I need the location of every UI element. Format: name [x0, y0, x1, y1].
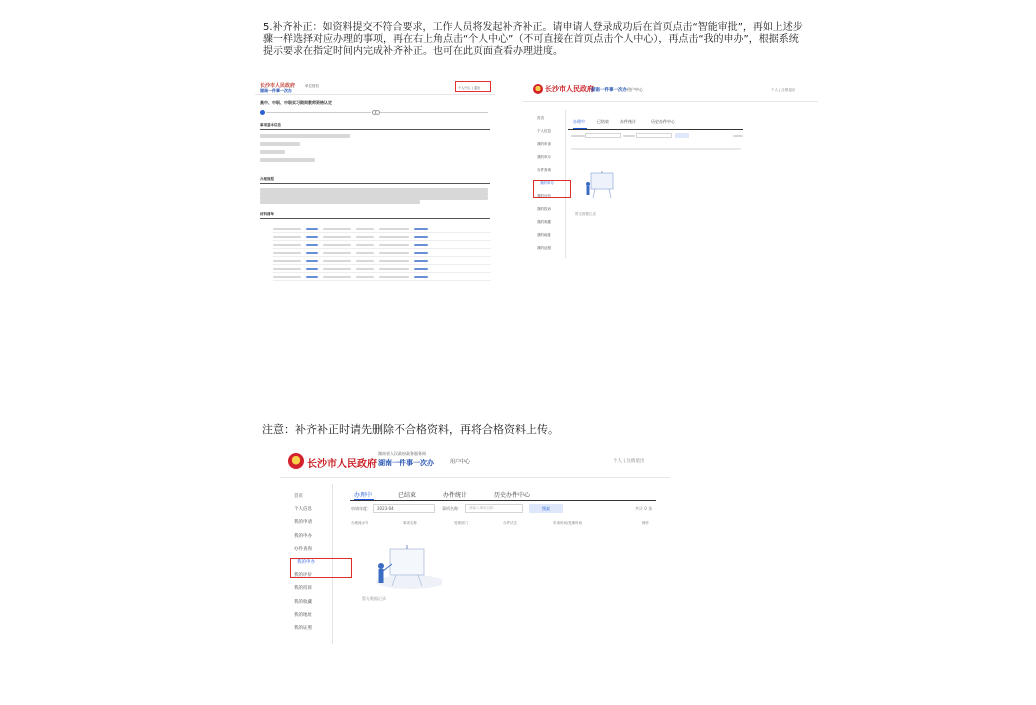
divider: [260, 183, 490, 184]
filter-label-stub: [571, 135, 585, 137]
column-header: 办件状态: [503, 521, 517, 525]
sidebar-item[interactable]: 办件查询: [294, 546, 312, 552]
brand-subtitle-top: 湖南省人民政府政务服务网: [378, 451, 426, 456]
progress-steps: [260, 110, 490, 120]
brand-name: 长沙市人民政府: [545, 84, 594, 93]
emblem-icon: [533, 84, 543, 94]
desc-line: [260, 200, 420, 204]
presentation-empty-icon: [370, 544, 442, 589]
user-center-label: 用户中心: [627, 87, 643, 92]
table-row: [273, 225, 491, 233]
sidebar-item[interactable]: 我的申办: [297, 560, 315, 565]
sidebar-item[interactable]: 我的证照: [537, 246, 551, 250]
table-row: [273, 249, 491, 257]
tab-1[interactable]: 已结束: [398, 492, 417, 499]
column-header: 办理流水号: [351, 521, 369, 525]
column-header: 事项名称: [403, 521, 417, 525]
table-row: [273, 273, 491, 281]
sidebar-item[interactable]: 我的申请: [294, 520, 312, 526]
detail-logo-text: 长沙市人民政府: [260, 83, 296, 89]
personal-center-highlight[interactable]: 个人中心 | 退出: [455, 81, 491, 92]
sidebar-item[interactable]: 我的投诉: [294, 586, 312, 592]
brand-subtitle: 湖南一件事一次办: [591, 88, 627, 93]
tab-3[interactable]: 历史办件中心: [651, 119, 675, 124]
detail-logo-subtext: 湖南一件事一次办: [260, 88, 292, 93]
sidebar-item[interactable]: 我的申请: [537, 142, 551, 146]
step-bar: [266, 112, 371, 113]
emblem-icon: [288, 453, 304, 469]
total-count: 共计 0 条: [635, 506, 653, 511]
my-application-highlight: [290, 558, 352, 578]
empty-state-text: 暂无数据记录: [362, 596, 386, 601]
section-heading-materials: 材料清单: [260, 212, 274, 216]
search-button[interactable]: 搜索: [529, 504, 563, 513]
sidebar-item[interactable]: 个人信息: [537, 129, 551, 133]
info-line: [260, 150, 285, 154]
brand-name: 长沙市人民政府: [307, 459, 377, 470]
table-row: [273, 257, 491, 265]
user-center-screenshot-large: [280, 444, 670, 649]
my-application-highlight: [533, 180, 571, 198]
info-line: [260, 158, 315, 162]
section-heading-basic: 事项基本信息: [260, 123, 281, 127]
section-heading-flow: 办理流程: [260, 177, 274, 181]
brand-subtitle: 湖南一件事一次办: [378, 459, 434, 467]
step-dot-1: [260, 110, 265, 115]
detail-title: 高中、中职、中职实习期间教师资格认定: [260, 100, 332, 105]
note-text: 注意：补齐补正时请先删除不合格资料，再将合格资料上传。: [262, 423, 559, 436]
sidebar-item[interactable]: 我的投诉: [537, 207, 551, 211]
tab-3[interactable]: 历史办件中心: [494, 492, 531, 499]
step5-paragraph: 5.补齐补正：如资料提交不符合要求，工作人员将发起补齐补正。请申请人登录成功后在首页点击“智能审批”，再如上述步骤一样选择对应办理的事项，再在右上角点击“个人中心”（不可直接在首页点击个人中心），再点击“我的申办”，根据系统提示要求在指定时间内完成补齐补正。也可在此页面查看办理进度。: [263, 22, 803, 57]
user-center-screenshot-small: [523, 78, 818, 258]
header-user-links[interactable]: 个人 | 注销退出: [613, 459, 645, 464]
sidebar-item[interactable]: 我的证照: [294, 626, 312, 631]
search-button[interactable]: [675, 133, 689, 138]
name-filter-label: 事项名称：: [442, 506, 462, 511]
column-header: 操作: [642, 521, 649, 525]
info-line: [260, 134, 350, 138]
name-field[interactable]: [636, 133, 672, 138]
tab-2[interactable]: 办件统计: [620, 119, 636, 124]
empty-state-text: 暂无数据记录: [575, 212, 596, 216]
sidebar-item[interactable]: 我的评价: [537, 194, 551, 198]
sidebar-item[interactable]: 我的收藏: [294, 599, 312, 605]
header-bar: [523, 78, 818, 102]
column-header: 受理部门: [454, 521, 468, 525]
sidebar-item[interactable]: 我的评价: [294, 573, 312, 579]
detail-header: [255, 78, 495, 95]
sidebar-item[interactable]: 我的申办: [294, 533, 312, 539]
year-field[interactable]: [585, 133, 621, 138]
sidebar-item[interactable]: 首页: [294, 494, 303, 499]
table-row: [273, 233, 491, 241]
item-detail-screenshot: [255, 78, 495, 282]
filter-label-stub: [623, 135, 635, 137]
tab-2[interactable]: 办件统计: [443, 492, 468, 499]
year-field[interactable]: 2023-04: [373, 504, 435, 513]
total-stub: [733, 135, 743, 137]
divider: [260, 129, 490, 130]
sidebar-item[interactable]: 我的地址: [537, 233, 551, 237]
tab-divider: [568, 129, 743, 130]
table-header-stub: [571, 148, 741, 150]
sidebar-item[interactable]: 我的地址: [294, 612, 312, 618]
name-field[interactable]: 请输入事项名称: [465, 504, 523, 513]
table-row: [273, 265, 491, 273]
table-row: [273, 241, 491, 249]
tab-1[interactable]: 已结束: [597, 119, 609, 124]
info-line: [260, 142, 300, 146]
sidebar-item[interactable]: 我的收藏: [537, 220, 551, 224]
materials-table: [273, 225, 491, 281]
sidebar-item[interactable]: 我的申办: [540, 181, 554, 185]
column-header: 申请时间/受理时间: [553, 521, 583, 525]
user-center-label: 用户中心: [450, 459, 471, 465]
presentation-empty-icon: [583, 170, 617, 200]
sidebar-item[interactable]: 办件查询: [537, 168, 551, 172]
sidebar-item[interactable]: 首页: [537, 116, 544, 120]
detail-header-tab[interactable]: 单位授权: [305, 84, 319, 88]
tab-0[interactable]: 办理中: [573, 119, 585, 124]
divider: [260, 218, 490, 219]
header-bar: [280, 444, 670, 478]
step-bar: [378, 112, 488, 113]
sidebar-item[interactable]: 我的申办: [537, 155, 551, 159]
tab-divider: [350, 500, 656, 501]
step-dot-3: [375, 110, 380, 115]
sidebar-item[interactable]: 个人信息: [294, 507, 312, 513]
header-user-links[interactable]: 个人 | 注销退出: [771, 88, 796, 92]
year-filter-label: 申请年度：: [351, 506, 371, 511]
tab-0[interactable]: 办理中: [354, 492, 373, 499]
